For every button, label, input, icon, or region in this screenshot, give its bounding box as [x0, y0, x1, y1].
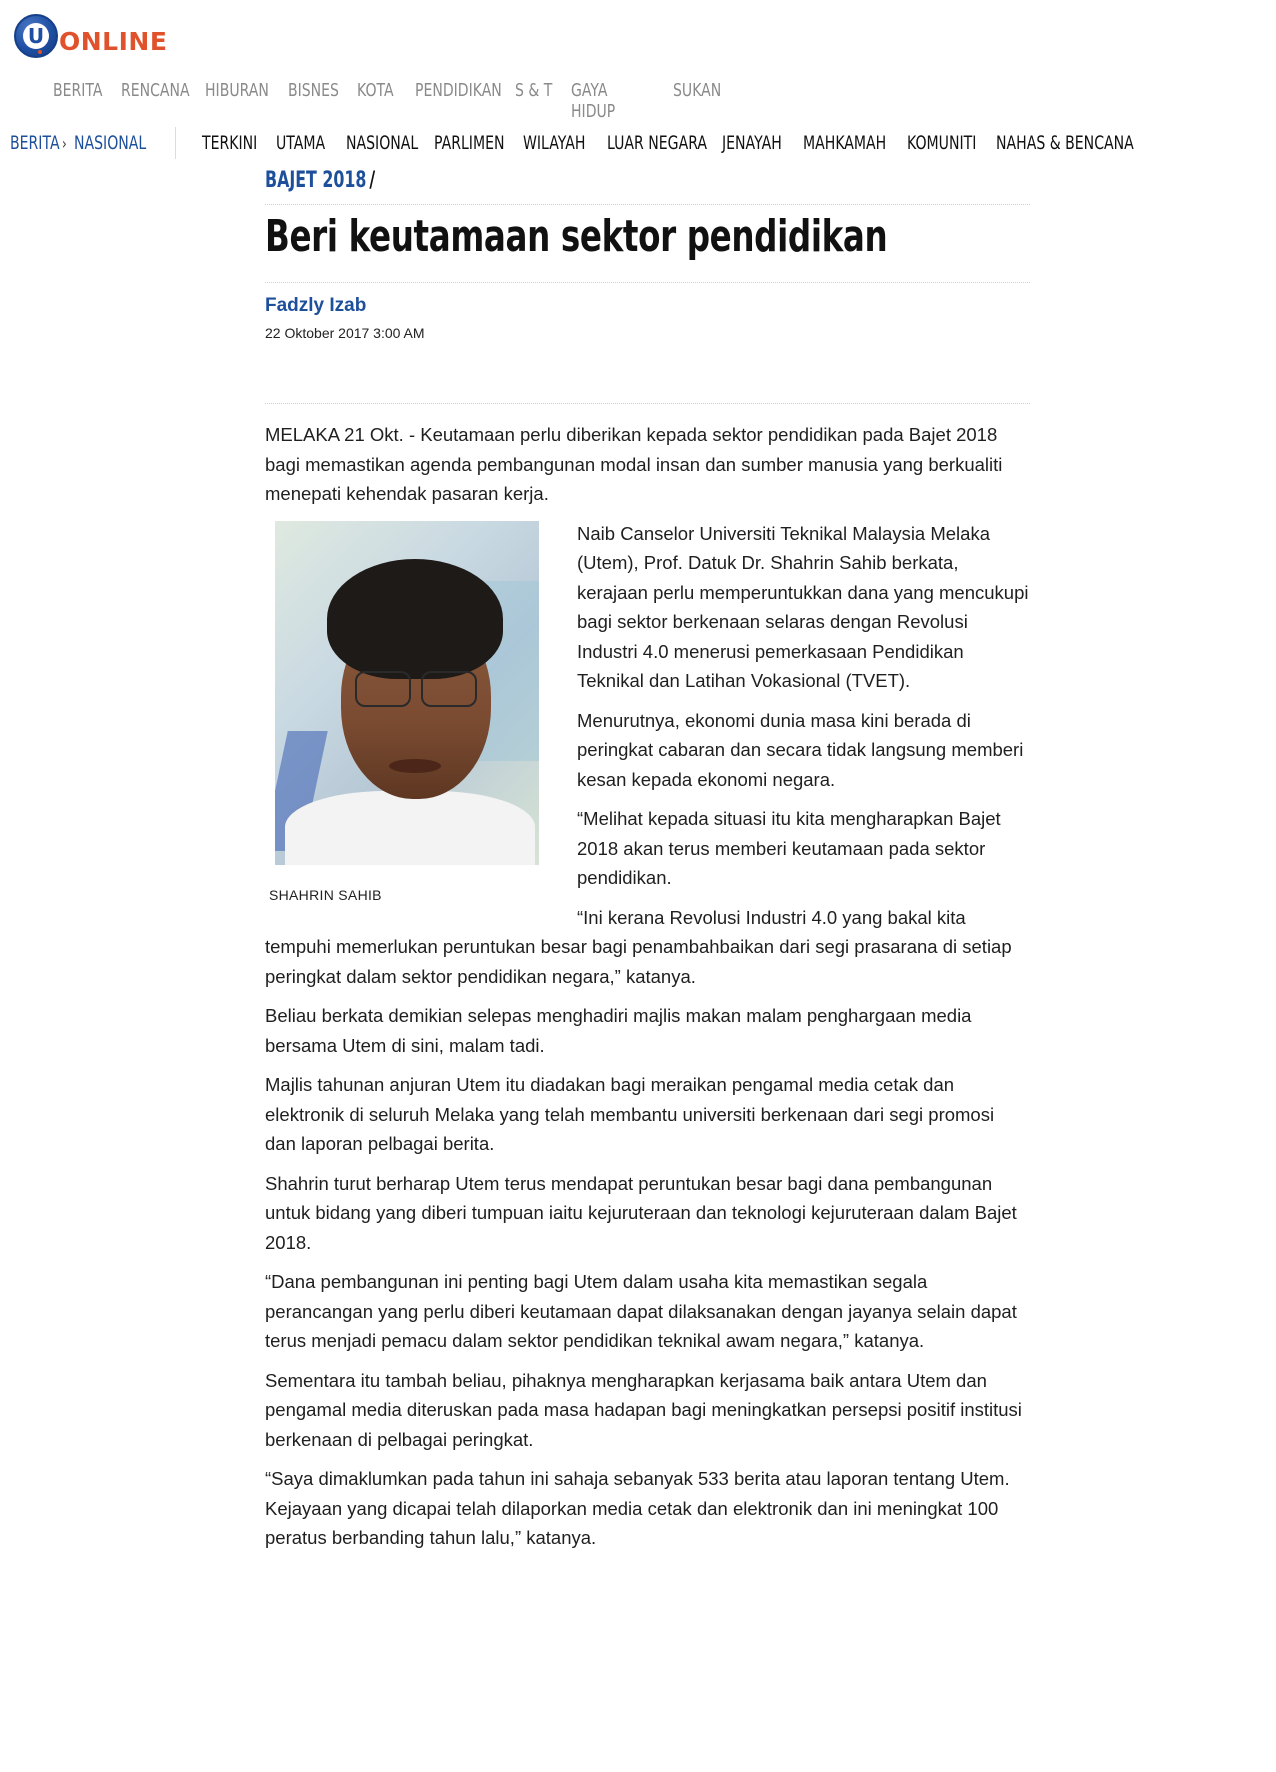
body-paragraph: “Melihat kepada situasi itu kita mengharapkan Bajet 2018 akan terus memberi keutamaan pada sektor pendidikan.	[577, 808, 1001, 888]
top-nav-rencana[interactable]: RENCANA	[121, 80, 190, 101]
lead-paragraph: MELAKA 21 Okt. - Keutamaan perlu diberikan kepada sektor pendidikan pada Bajet 2018 bagi memastikan agenda pembangunan modal insan dan sumber manusia yang berkualiti menepati kehendak pasaran kerja.	[265, 424, 1003, 504]
top-nav-bisnes[interactable]: BISNES	[288, 80, 339, 101]
logo-text: ONLINE	[59, 27, 168, 56]
body-paragraph: Sementara itu tambah beliau, pihaknya mengharapkan kerjasama baik antara Utem dan pengamal media diteruskan pada masa hadapan bagi meningkatkan persepsi positif institusi berkenaan di pelbagai peringkat.	[265, 1369, 1022, 1450]
subnav-items	[202, 132, 1134, 154]
top-nav-kota[interactable]: KOTA	[357, 80, 394, 101]
top-nav-gaya-hidup[interactable]: GAYA HIDUP	[571, 80, 616, 122]
site-logo[interactable]	[14, 8, 167, 58]
body-paragraph: “Ini kerana Revolusi Industri 4.0 yang bakal kita tempuhi memerlukan peruntukan besar bagi penambahbaikan dari segi prasarana di setiap peringkat dalam sektor pendidikan negara,” katanya.	[265, 906, 1012, 987]
subnav-luar-negara[interactable]: LUAR NEGARA	[607, 132, 708, 154]
kicker-row	[265, 168, 1030, 198]
article-kicker[interactable]	[265, 168, 375, 193]
breadcrumb-section[interactable]: BERITA	[10, 132, 60, 154]
top-nav-pendidikan[interactable]: PENDIDIKAN	[415, 80, 502, 101]
subnav-komuniti[interactable]: KOMUNITI	[907, 132, 977, 154]
portrait-photo	[275, 521, 539, 865]
subnav-mahkamah[interactable]: MAHKAMAH	[803, 132, 887, 154]
body-paragraph: “Dana pembangunan ini penting bagi Utem dalam usaha kita memastikan segala perancangan yang perlu diberi keutamaan dapat dilaksanakan dengan jayanya selain dapat terus menjadi pemacu dalam sektor pendidikan teknikal awam negara,” katanya.	[265, 1271, 1017, 1351]
body-paragraph: Majlis tahunan anjuran Utem itu diadakan bagi meraikan pengamal media cetak dan elektronik di seluruh Melaka yang telah membantu universiti berkenaan dari segi promosi dan laporan pelbagai berita.	[265, 1074, 995, 1154]
subnav-nasional[interactable]: NASIONAL	[346, 132, 419, 154]
body-paragraph: “Saya dimaklumkan pada tahun ini sahaja sebanyak 533 berita atau laporan tentang Utem. Kejayaan yang dicapai telah dilaporkan media cetak dan elektronik dan ini meningkat 100 peratus berbanding tahun lalu,” katanya.	[265, 1468, 1010, 1548]
logo-dot-icon	[38, 50, 42, 54]
body-paragraph: Menurutnya, ekonomi dunia masa kini berada di peringkat cabaran dan secara tidak langsung memberi kesan kepada ekonomi negara.	[577, 709, 1024, 790]
top-nav	[53, 80, 731, 122]
article-headline: Beri keutamaan sektor pendidikan	[265, 211, 888, 262]
breadcrumb	[0, 127, 176, 159]
logo-letter: U	[23, 23, 49, 49]
article	[265, 168, 1030, 1563]
subnav-terkini[interactable]: TERKINI	[202, 132, 258, 154]
divider	[265, 403, 1030, 404]
top-nav-berita[interactable]: BERITA	[53, 80, 103, 101]
divider	[265, 204, 1030, 205]
logo-mark	[14, 14, 58, 58]
top-nav-hiburan[interactable]: HIBURAN	[205, 80, 269, 101]
chevron-right-icon: ›	[62, 133, 67, 153]
article-body	[265, 420, 1030, 1553]
subnav-nahas-bencana[interactable]: NAHAS & BENCANA	[996, 132, 1134, 154]
section-nav	[0, 127, 1134, 159]
body-paragraph: Shahrin turut berharap Utem terus mendapat peruntukan besar bagi dana pembangunan untuk bidang yang diberi tumpuan iaitu kejuruteraan dan teknologi kejuruteraan dalam Bajet 2018.	[265, 1172, 1017, 1253]
top-nav-sukan[interactable]: SUKAN	[673, 80, 722, 101]
subnav-utama[interactable]: UTAMA	[276, 132, 326, 154]
article-photo	[265, 521, 555, 911]
kicker-label: BAJET 2018	[265, 168, 367, 193]
subnav-parlimen[interactable]: PARLIMEN	[434, 132, 505, 154]
body-paragraph: Naib Canselor Universiti Teknikal Malaysia Melaka (Utem), Prof. Datuk Dr. Shahrin Sahib berkata, kerajaan perlu memperuntukkan dana yang mencukupi bagi sektor berkenaan selaras dengan Revolusi Industri 4.0 menerusi pemerkasaan Pendidikan Teknikal dan Latihan Vokasional (TVET).	[577, 522, 1029, 691]
subnav-jenayah[interactable]: JENAYAH	[722, 132, 782, 154]
photo-caption: SHAHRIN SAHIB	[269, 886, 382, 903]
body-paragraph: Beliau berkata demikian selepas menghadiri majlis makan malam penghargaan media bersama Utem di sini, malam tadi.	[265, 1005, 972, 1056]
divider	[265, 282, 1030, 283]
author-name[interactable]: Fadzly Izab	[265, 295, 367, 316]
breadcrumb-current[interactable]: NASIONAL	[74, 132, 147, 154]
top-nav-st[interactable]: S & T	[515, 80, 553, 101]
publish-date: 22 Oktober 2017 3:00 AM	[265, 325, 425, 341]
kicker-slash: /	[369, 168, 376, 193]
subnav-wilayah[interactable]: WILAYAH	[523, 132, 586, 154]
